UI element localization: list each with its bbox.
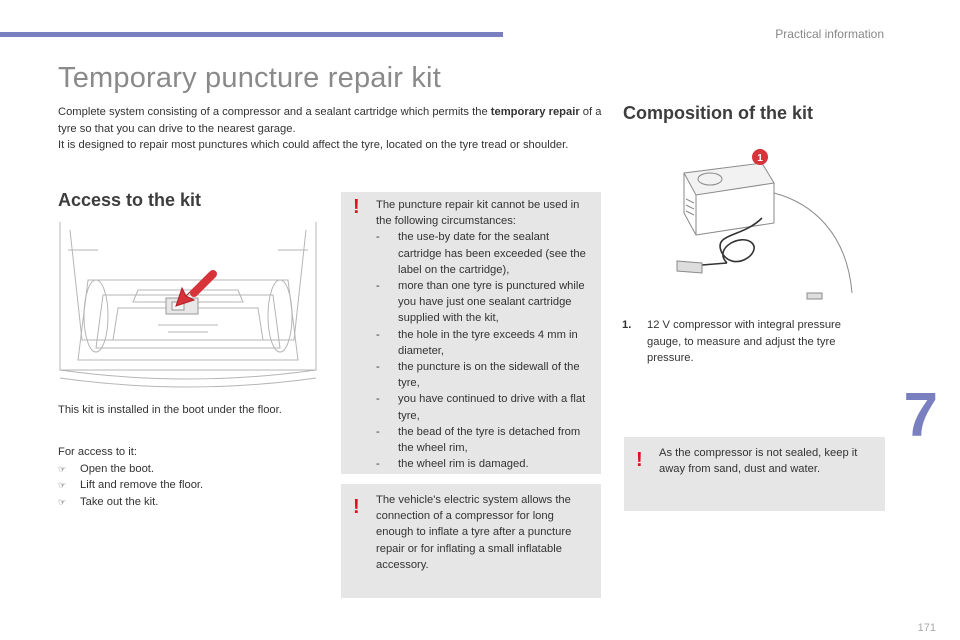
condition-text: more than one tyre is punctured while you have just one sealant cartridge supplied with the kit, (398, 280, 585, 325)
composition-item (622, 317, 867, 367)
intro-line-1 (58, 104, 603, 137)
condition-text: the puncture is on the sidewall of the tyre, (398, 361, 580, 390)
warning-icon: ! (353, 196, 360, 218)
condition-text: you have continued to drive with a flat tyre, (398, 393, 586, 422)
condition-text: the hole in the tyre exceeds 4 mm in diameter, (398, 328, 578, 357)
callout-number: 1 (757, 153, 763, 164)
pointing-hand-icon: ☞ (58, 480, 67, 490)
condition-item (376, 391, 591, 423)
dash: - (376, 328, 380, 341)
dash: - (376, 425, 380, 438)
step-text: Open the boot. (80, 462, 155, 475)
warning-icon: ! (353, 496, 360, 518)
intro-line-2: It is designed to repair most punctures which could affect the tyre, located on the tyre tread or shoulder. (58, 139, 569, 151)
steps-list (58, 461, 318, 511)
condition-item (376, 278, 591, 327)
step-item (58, 477, 318, 494)
page-number: 171 (917, 622, 936, 634)
warning-1-intro: The puncture repair kit cannot be used in the following circumstances: (376, 199, 580, 228)
warning-2-text: The vehicle's electric system allows the connection of a compressor for long enough to inflate a tyre after a puncture repair or for inflating a small inflatable accessory. (376, 494, 572, 571)
warning-icon: ! (636, 449, 643, 471)
step-text: Lift and remove the floor. (80, 479, 204, 491)
dash: - (376, 393, 380, 406)
pointing-hand-icon: ☞ (58, 496, 67, 507)
condition-text: the wheel rim is damaged. (398, 458, 529, 471)
access-heading: Access to the kit (58, 190, 202, 210)
item-description: 12 V compressor with integral pressure gauge, to measure and adjust the tyre pressure. (647, 319, 842, 364)
dash: - (376, 361, 380, 374)
pointing-hand-icon: ☞ (58, 463, 67, 474)
dash: - (376, 231, 380, 244)
warning-3-text: As the compressor is not sealed, keep it away from sand, dust and water. (659, 447, 858, 476)
condition-item (376, 424, 591, 456)
boot-illustration (58, 220, 318, 392)
access-steps (58, 444, 318, 510)
page-title: Temporary puncture repair kit (58, 62, 441, 94)
dash: - (376, 458, 380, 471)
step-item (58, 461, 318, 478)
condition-item (376, 359, 591, 391)
condition-text: the bead of the tyre is detached from the wheel rim, (398, 425, 581, 455)
intro-part-2: of a tyre so that you can drive to the nearest garage. (58, 106, 602, 135)
condition-text: the use-by date for the sealant cartridge has been exceeded (see the label on the cartridge), (398, 231, 586, 276)
warning-box-circumstances (341, 192, 601, 474)
item-number: 1. (622, 319, 632, 331)
intro-bold: temporary repair (490, 106, 580, 118)
intro-text (58, 104, 603, 154)
warning-box-electric (341, 484, 601, 598)
step-item (58, 494, 318, 511)
step-text: Take out the kit. (80, 495, 159, 508)
warning-box-sealed (624, 437, 885, 511)
installed-text: This kit is installed in the boot under the floor. (58, 404, 282, 416)
condition-item (376, 229, 591, 278)
chapter-number: 7 (903, 381, 938, 450)
conditions-list (376, 229, 591, 472)
header-bar (0, 32, 503, 37)
dash: - (376, 280, 380, 293)
warning-1-content (376, 197, 591, 472)
for-access-label: For access to it: (58, 446, 137, 458)
composition-heading: Composition of the kit (623, 103, 813, 123)
condition-item (376, 456, 591, 472)
compressor-illustration (672, 143, 868, 301)
condition-item (376, 327, 591, 359)
section-label: Practical information (775, 27, 884, 41)
intro-part-1: Complete system consisting of a compressor and a sealant cartridge which permits the (58, 106, 491, 118)
